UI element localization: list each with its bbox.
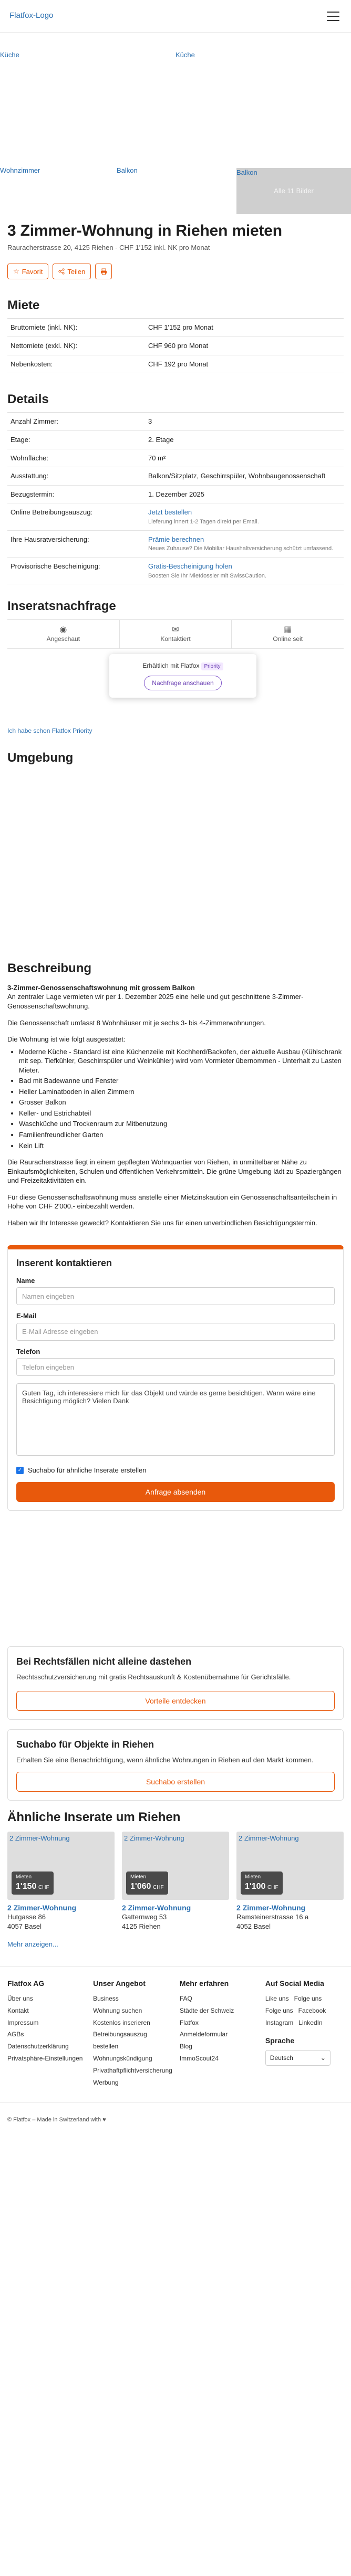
linkedin-link[interactable]: LinkedIn (298, 2018, 323, 2026)
show-more-link[interactable]: Mehr anzeigen... (7, 1940, 58, 1948)
star-icon: ☆ (13, 267, 19, 276)
list-item: • Bad mit Badewanne und Fenster (19, 1076, 344, 1086)
map-area[interactable] (7, 771, 344, 960)
tab-kontaktiert[interactable] (120, 620, 232, 648)
footer-link[interactable]: Kontakt (7, 2006, 29, 2014)
site-footer (0, 1967, 351, 2088)
inserat-tabs (7, 620, 344, 649)
footer-heading: Flatfox AG (7, 1979, 45, 1988)
footer-heading: Unser Angebot (93, 1979, 146, 1988)
description-p6: Haben wir Ihr Interesse geweckt? Kontaktieren Sie uns für einen unverbindlichen Besichtigungstermin. (7, 1218, 317, 1227)
row-key: Anzahl Zimmer: (7, 413, 145, 430)
table-row (7, 337, 344, 355)
list-item: • Waschküche und Trockenraum zur Mitbenutzung (19, 1119, 344, 1129)
table-row (7, 503, 344, 530)
umgebung-heading: Umgebung (7, 751, 74, 765)
bescheinigung-link[interactable]: Gratis-Bescheinigung holen (148, 562, 232, 570)
card-title: 2 Zimmer-Wohnung (236, 1903, 306, 1912)
price-value: 1'060 (130, 1881, 151, 1891)
footer-link[interactable]: Wohnungskündigung (93, 2054, 152, 2062)
row-value: 3 (145, 413, 344, 430)
table-row (7, 449, 344, 467)
share-button[interactable] (53, 264, 91, 279)
table-row (7, 530, 344, 557)
row-value: CHF 1'152 pro Monat (145, 319, 344, 337)
description-p4: Die Rauracherstrasse liegt in einem gepflegten Wohnquartier von Riehen, in unmittelbarer Nähe zu Einkaufsmöglichkeiten, Schulen und öffentlichen Verkehrsmitteln. Die grüne Umgebung lädt zu Spaziergängen und Freizeitaktivitäten ein. (7, 1158, 342, 1185)
row-key: Ausstattung: (7, 467, 145, 486)
social-link[interactable]: Folge uns (294, 1994, 322, 2002)
price-currency: CHF (38, 1884, 49, 1890)
row-value: 1. Dezember 2025 (145, 485, 344, 503)
description-p2: Die Genossenschaft umfasst 8 Wohnhäuser mit je sechs 3- bis 4-Zimmerwohnungen. (7, 1018, 266, 1027)
footer-link[interactable]: Blog (179, 2043, 192, 2051)
footer-heading: Mehr erfahren (179, 1979, 229, 1988)
priority-badge: Priority (201, 663, 223, 671)
similar-listing-card[interactable] (236, 1832, 344, 1931)
copyright: © Flatfox – Made in Switzerland with ♥ (0, 2102, 351, 2140)
favorite-label: Favorit (22, 267, 43, 276)
printer-icon (100, 268, 107, 275)
print-button[interactable] (95, 264, 112, 279)
feature-list (19, 1047, 344, 1150)
promo-heading: Suchabo für Objekte in Riehen (16, 1739, 154, 1750)
footer-link[interactable]: Privatsphäre-Einstellungen (7, 2054, 83, 2062)
card-title: 2 Zimmer-Wohnung (122, 1903, 191, 1912)
description-lead: 3-Zimmer-Genossenschaftswohnung mit grossem Balkon (7, 983, 195, 992)
row-note: Lieferung innert 1-2 Tagen direkt per Email. (148, 518, 259, 525)
list-item: • Kein Lift (19, 1141, 344, 1151)
gallery-image-balkon-1[interactable]: Balkon (117, 166, 138, 174)
card-city: 4052 Basel (236, 1922, 271, 1930)
mail-icon: ✉ (172, 625, 179, 634)
row-value: Balkon/Sitzplatz, Geschirrspüler, Wohnbaugenossenschaft (145, 467, 344, 486)
inserat-panel (7, 649, 344, 721)
price-currency: CHF (267, 1884, 278, 1890)
site-header (0, 0, 351, 33)
list-item: • Keller- und Estrichabteil (19, 1109, 344, 1118)
row-value: 70 m² (145, 449, 344, 467)
image-alt-label: 2 Zimmer-Wohnung (9, 1834, 70, 1842)
social-link[interactable]: Like uns (265, 1994, 289, 2002)
share-icon (58, 268, 65, 275)
table-row (7, 413, 344, 430)
footer-link[interactable]: Wohnung suchen (93, 2006, 142, 2014)
footer-heading: Sprache (265, 2036, 295, 2045)
row-value: CHF 960 pro Monat (145, 337, 344, 355)
promo-text: Erhalten Sie eine Benachrichtigung, wenn ähnliche Wohnungen in Riehen auf den Markt kommen. (16, 1755, 314, 1764)
language-select[interactable] (265, 2050, 331, 2066)
card-street: Gatternweg 53 (122, 1913, 167, 1921)
language-value: Deutsch (270, 2054, 293, 2062)
description-p3: Die Wohnung ist wie folgt ausgestattet: (7, 1035, 126, 1044)
similar-heading: Ähnliche Inserate um Riehen (7, 1810, 181, 1825)
footer-link[interactable]: Privathaftpflichtversicherung (93, 2066, 172, 2074)
listing-actions (7, 264, 344, 279)
row-key: Bezugstermin: (7, 485, 145, 503)
table-row (7, 467, 344, 486)
checkbox-checked-icon[interactable]: ✓ (16, 1467, 24, 1474)
details-table (7, 413, 344, 584)
share-label: Teilen (67, 267, 86, 276)
miete-heading: Miete (7, 297, 344, 319)
facebook-link[interactable]: Facebook (298, 2006, 326, 2014)
list-item: • Familienfreundlicher Garten (19, 1130, 344, 1140)
row-key: Etage: (7, 431, 145, 449)
name-label: Name (16, 1276, 35, 1285)
email-input[interactable] (16, 1323, 335, 1341)
email-label: E-Mail (16, 1312, 37, 1320)
betreibungsauszug-link[interactable]: Jetzt bestellen (148, 508, 192, 517)
footer-link[interactable]: Business (93, 1994, 119, 2002)
footer-link[interactable]: AGBs (7, 2031, 24, 2038)
listing-image (236, 1832, 344, 1900)
price-value: 1'100 (245, 1881, 266, 1891)
footer-col-offer (93, 1979, 172, 2088)
phone-input[interactable] (16, 1358, 335, 1376)
row-key: Nebenkosten: (7, 355, 145, 373)
listing-subtitle: Rauracherstrasse 20, 4125 Riehen - CHF 1'152 inkl. NK pro Monat (7, 243, 210, 251)
table-row (7, 431, 344, 449)
tab-online-seit[interactable] (232, 620, 344, 648)
ad-spacer (7, 1511, 344, 1637)
gallery-image-kueche-2[interactable]: Küche (175, 51, 195, 59)
phone-label: Telefon (16, 1347, 40, 1355)
tab-label: Kontaktiert (160, 635, 191, 643)
footer-link[interactable]: Städte der Schweiz (179, 2006, 234, 2014)
tab-angeschaut[interactable] (7, 620, 120, 648)
promo-heading: Bei Rechtsfällen nicht alleine dastehen (16, 1656, 192, 1667)
table-row (7, 355, 344, 373)
image-alt-label: 2 Zimmer-Wohnung (239, 1834, 299, 1842)
row-key: Bruttomiete (inkl. NK): (7, 319, 145, 337)
image-alt-label: 2 Zimmer-Wohnung (124, 1834, 184, 1842)
gallery-image-kueche-1[interactable]: Küche (0, 51, 19, 59)
gallery-image-balkon-2: Balkon (236, 169, 257, 176)
social-links (265, 1993, 344, 2028)
suchabo-erstellen-button[interactable]: Suchabo erstellen (16, 1772, 335, 1792)
details-heading: Details (7, 391, 344, 413)
card-city: 4057 Basel (7, 1922, 42, 1930)
beschreibung-heading: Beschreibung (7, 961, 92, 975)
nachfrage-anschauen-button[interactable]: Nachfrage anschauen (144, 676, 221, 690)
instagram-link[interactable]: Instagram (265, 2018, 294, 2026)
price-badge (126, 1871, 168, 1894)
footer-link[interactable]: FAQ (179, 1994, 192, 2002)
popup-text: Erhältlich mit Flatfox (142, 661, 200, 669)
footer-link[interactable]: Anmeldeformular (179, 2031, 228, 2038)
price-label: Mieten (130, 1874, 147, 1880)
list-item: • Moderne Küche - Standard ist eine Küchenzeile mit Kochherd/Backofen, der aktuelle Ausbau (Kühlschrank mit sep. Tiefkühler, Geschirrspüler und Weinkühler) wird vom Vormieter übernommen - Unterhalt zu Lasten Mieter. (19, 1047, 344, 1075)
popup-text-row (118, 661, 248, 671)
suchabo-checkbox-row[interactable] (16, 1466, 335, 1475)
list-item: • Heller Laminatboden in allen Zimmern (19, 1087, 344, 1097)
description-p1: An zentraler Lage vermieten wir per 1. Dezember 2025 eine helle und gut geschnittene 3-Zimmer-Genossenschaftswohnung. (7, 993, 304, 1011)
footer-link[interactable]: Datenschutzerklärung (7, 2043, 69, 2051)
similar-listing-card[interactable] (122, 1832, 229, 1931)
table-row (7, 319, 344, 337)
table-row (7, 485, 344, 503)
card-street: Hutgasse 86 (7, 1913, 46, 1921)
row-value: CHF 192 pro Monat (145, 355, 344, 373)
description-p5: Für diese Genossenschaftswohnung muss anstelle einer Mietzinskaution ein Genossenschaftsanteilschein in Höhe von CHF 2'000.- einbezahlt werden. (7, 1193, 337, 1211)
price-label: Mieten (16, 1874, 32, 1880)
inserat-heading: Inseratsnachfrage (7, 598, 344, 619)
favorite-button[interactable] (7, 264, 48, 279)
all-images-label: Alle 11 Bilder (274, 187, 314, 195)
row-key: Provisorische Bescheinigung: (7, 557, 145, 584)
name-input[interactable] (16, 1287, 335, 1305)
footer-link[interactable]: Über uns (7, 1994, 33, 2002)
footer-link[interactable]: Flatfox (179, 2018, 199, 2026)
list-item: • Grosser Balkon (19, 1098, 344, 1107)
price-badge (241, 1871, 283, 1894)
search-subscription-promo (7, 1729, 344, 1801)
price-currency: CHF (153, 1884, 164, 1890)
similar-listing-card[interactable] (7, 1832, 115, 1931)
price-value: 1'150 (16, 1881, 37, 1891)
flatfox-logo[interactable]: Flatfox-Logo (9, 11, 54, 20)
hausrat-link[interactable]: Prämie berechnen (148, 535, 204, 543)
row-value: 2. Etage (145, 431, 344, 449)
table-row (7, 557, 344, 584)
listing-main (0, 220, 351, 1949)
row-note: Boosten Sie Ihr Mietdossier mit SwissCaution. (148, 572, 266, 579)
vorteile-entdecken-button[interactable]: Vorteile entdecken (16, 1691, 335, 1711)
miete-table (7, 319, 344, 373)
similar-listings (7, 1832, 344, 1931)
card-street: Ramsteinerstrasse 16 a (236, 1913, 309, 1921)
gallery-all-images-button[interactable] (236, 168, 351, 214)
page-title: 3 Zimmer-Wohnung in Riehen mieten (7, 222, 282, 239)
listing-image (122, 1832, 229, 1900)
footer-col-learn (180, 1979, 258, 2088)
contact-form (7, 1245, 344, 1511)
promo-text: Rechtsschutzversicherung mit gratis Rechtsauskunft & Kostenübernahme für Gerichtsfälle. (16, 1673, 291, 1681)
image-gallery (0, 33, 351, 214)
calendar-icon: ▦ (284, 625, 292, 634)
contact-heading: Inserent kontaktieren (16, 1258, 112, 1269)
footer-link[interactable]: Impressum (7, 2018, 39, 2026)
row-key: Nettomiete (exkl. NK): (7, 337, 145, 355)
card-title: 2 Zimmer-Wohnung (7, 1903, 77, 1912)
tab-label: Online seit (273, 635, 303, 643)
footer-link[interactable]: Betreibungsauszug bestellen (93, 2031, 147, 2051)
row-key: Ihre Hausratversicherung: (7, 530, 145, 557)
footer-col-company (7, 1979, 86, 2088)
hamburger-icon[interactable] (327, 12, 339, 21)
submit-inquiry-button[interactable]: Anfrage absenden (16, 1482, 335, 1502)
footer-col-social (265, 1979, 344, 2088)
beschreibung-section (7, 960, 344, 1228)
footer-heading: Auf Social Media (265, 1979, 324, 1988)
eye-icon: ◉ (59, 625, 67, 634)
checkbox-label: Suchabo für ähnliche Inserate erstellen (28, 1466, 147, 1474)
price-badge (12, 1871, 54, 1894)
footer-link[interactable]: ImmoScout24 (179, 2054, 219, 2062)
tab-label: Angeschaut (46, 635, 80, 643)
footer-link[interactable]: Kostenlos inserieren (93, 2018, 150, 2026)
row-note: Neues Zuhause? Die Mobiliar Haushaltversicherung schützt umfassend. (148, 545, 334, 552)
row-key: Wohnfläche: (7, 449, 145, 467)
priority-popup (109, 654, 256, 698)
message-textarea[interactable] (16, 1383, 335, 1456)
gallery-image-wohnzimmer[interactable]: Wohnzimmer (0, 166, 40, 174)
social-link[interactable]: Folge uns (265, 2006, 293, 2014)
row-key: Online Betreibungsauszug: (7, 503, 145, 530)
priority-link[interactable]: Ich habe schon Flatfox Priority (7, 727, 92, 734)
listing-image (7, 1832, 115, 1900)
footer-link[interactable]: Werbung (93, 2078, 119, 2086)
price-label: Mieten (245, 1874, 261, 1880)
legal-protection-promo (7, 1646, 344, 1720)
card-city: 4125 Riehen (122, 1922, 161, 1930)
chevron-down-icon: ⌄ (320, 2054, 326, 2062)
